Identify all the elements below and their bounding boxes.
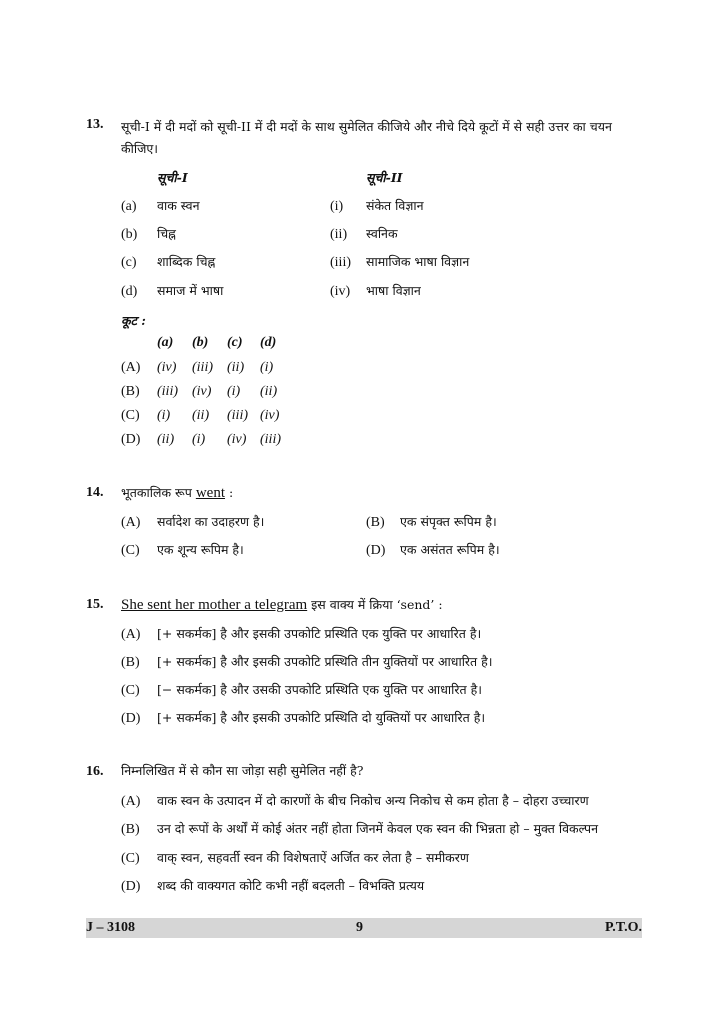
code-row-label: (A)	[121, 360, 141, 375]
code-column-header: (c)	[227, 335, 243, 350]
code-value: (iv)	[227, 432, 247, 447]
option-text: वाक् स्वन, सहवर्ती स्वन की विशेषताऐं अर्जित कर लेता है – समीकरण	[157, 850, 469, 865]
page-footer	[86, 918, 642, 938]
code-value: (iii)	[260, 432, 281, 447]
question-number: 13.	[86, 117, 104, 132]
option-text: [+ सकर्मक] है और इसकी उपकोटि प्रस्थिति तीन युक्तियों पर आधारित है।	[157, 654, 493, 669]
code-value: (i)	[157, 408, 171, 423]
question-line: कीजिए।	[121, 141, 159, 156]
list-1-label: (d)	[121, 284, 138, 299]
option-text: एक असंतत रूपिम है।	[400, 542, 500, 557]
code-value: (ii)	[157, 432, 175, 447]
pto-label: P.T.O.	[605, 920, 642, 935]
list-2-item: सामाजिक भाषा विज्ञान	[366, 254, 470, 269]
code-value: (i)	[192, 432, 206, 447]
option-text: शब्द की वाक्यगत कोटि कभी नहीं बदलती – विभक्ति प्रत्यय	[157, 878, 425, 893]
option-text: सर्वादेश का उदाहरण है।	[157, 514, 265, 529]
question-text	[121, 484, 233, 502]
code-value: (iv)	[260, 408, 280, 423]
list-2-label: (iii)	[330, 255, 351, 270]
question-line: सूची-I में दी मदों को सूची-II में दी मदों के साथ सुमेलित कीजिये और नीचे दिये कूटों में से सही उत्तर का चयन	[121, 119, 612, 134]
code-value: (iv)	[192, 384, 212, 399]
option-text: एक संपृक्त रूपिम है।	[400, 514, 497, 529]
option-label: (C)	[121, 851, 140, 866]
code-value: (ii)	[260, 384, 278, 399]
paper-code: J – 3108	[86, 920, 135, 935]
code-column-header: (a)	[157, 335, 174, 350]
list-1-item: शाब्दिक चिह्न	[157, 254, 216, 269]
list-1-item: वाक स्वन	[157, 198, 200, 213]
list-1-heading: सूची-I	[157, 170, 188, 185]
list-1-label: (a)	[121, 199, 137, 214]
question-suffix: :	[229, 485, 234, 500]
list-2-label: (iv)	[330, 284, 351, 299]
option-text: [− सकर्मक] है और उसकी उपकोटि प्रस्थिति एक युक्ति पर आधारित है।	[157, 682, 482, 697]
option-text: [+ सकर्मक] है और इसकी उपकोटि प्रस्थिति दो युक्तियों पर आधारित है।	[157, 710, 486, 725]
option-text: वाक स्वन के उत्पादन में दो कारणों के बीच निकोच अन्य निकोच से कम होता है – दोहरा उच्चारण	[157, 793, 589, 808]
list-2-item: स्वनिक	[366, 226, 398, 241]
option-label: (B)	[121, 822, 140, 837]
option-text: उन दो रूपों के अर्थों में कोई अंतर नहीं होता जिनमें केवल एक स्वन की भिन्नता हो – मुक्त विकल्पन	[157, 821, 599, 836]
page-number: 9	[356, 920, 363, 935]
option-label: (A)	[121, 627, 141, 642]
option-label: (D)	[366, 543, 386, 558]
code-value: (iv)	[157, 360, 177, 375]
list-2-label: (ii)	[330, 227, 348, 242]
code-value: (i)	[227, 384, 241, 399]
option-label: (C)	[121, 543, 140, 558]
english-sentence: She sent her mother a telegram	[121, 597, 308, 613]
option-text: [+ सकर्मक] है और इसकी उपकोटि प्रस्थिति एक युक्ति पर आधारित है।	[157, 626, 482, 641]
code-row-label: (D)	[121, 432, 141, 447]
list-1-item: चिह्न	[157, 226, 176, 241]
question-word: went	[195, 485, 226, 501]
question-text	[121, 596, 443, 614]
question-number: 14.	[86, 485, 104, 500]
question-number: 16.	[86, 764, 104, 779]
option-label: (B)	[366, 515, 385, 530]
option-text: एक शून्य रूपिम है।	[157, 542, 244, 557]
question-text	[121, 116, 646, 160]
option-label: (B)	[121, 655, 140, 670]
code-row-label: (C)	[121, 408, 140, 423]
code-value: (ii)	[227, 360, 245, 375]
option-label: (D)	[121, 711, 141, 726]
code-value: (ii)	[192, 408, 210, 423]
list-1-item: समाज में भाषा	[157, 283, 224, 298]
question-number: 15.	[86, 597, 104, 612]
code-value: (iii)	[157, 384, 178, 399]
option-label: (A)	[121, 515, 141, 530]
question-prefix: भूतकालिक रूप	[121, 485, 192, 500]
list-2-item: संकेत विज्ञान	[366, 198, 424, 213]
list-2-label: (i)	[330, 199, 344, 214]
list-2-item: भाषा विज्ञान	[366, 283, 421, 298]
option-label: (A)	[121, 794, 141, 809]
question-text: निम्नलिखित में से कौन सा जोड़ा सही सुमेलित नहीं है?	[121, 763, 364, 778]
question-rest: इस वाक्य में क्रिया ‘send’ :	[311, 597, 443, 612]
code-column-header: (d)	[260, 335, 277, 350]
option-label: (C)	[121, 683, 140, 698]
list-1-label: (c)	[121, 255, 137, 270]
list-2-heading: सूची-II	[366, 170, 403, 185]
option-label: (D)	[121, 879, 141, 894]
code-value: (iii)	[192, 360, 213, 375]
code-value: (i)	[260, 360, 274, 375]
code-row-label: (B)	[121, 384, 140, 399]
code-column-header: (b)	[192, 335, 209, 350]
codes-label: कूट :	[121, 313, 146, 328]
code-value: (iii)	[227, 408, 248, 423]
list-1-label: (b)	[121, 227, 138, 242]
